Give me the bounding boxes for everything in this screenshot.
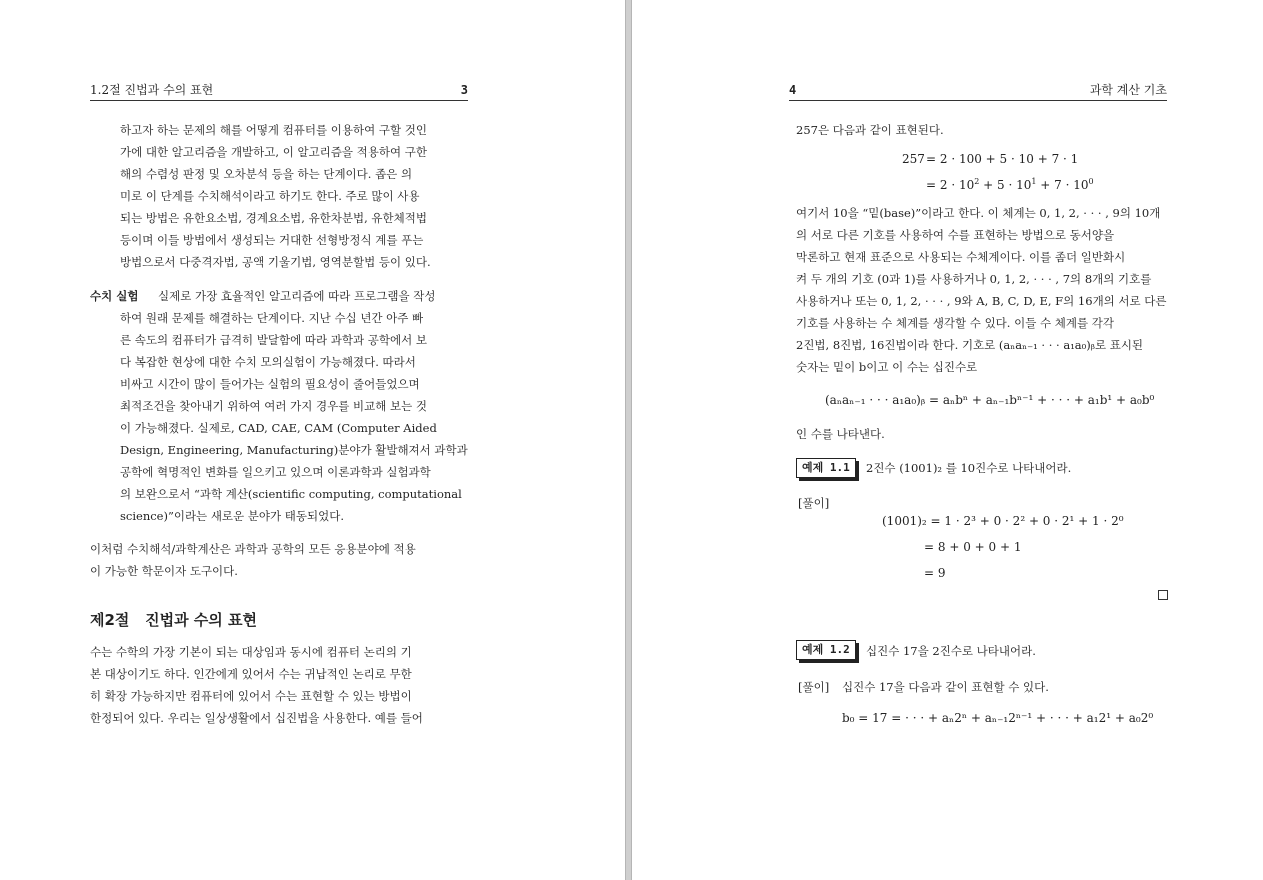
page-header [789,85,1167,101]
text-line: 기호를 사용하는 수 체계를 생각할 수 있다. 이들 수 체계를 각각 [796,316,1114,330]
header-title: 과학 계산 기초 [1089,83,1167,97]
text-line: 하고자 하는 문제의 해를 어떻게 컴퓨터를 이용하여 구할 것인 [120,123,427,137]
section-number: 제2절 [90,611,130,629]
equation-binary: b₀ = 17 = · · · + aₙ2ⁿ + aₙ₋₁2ⁿ⁻¹ + · · · + a₁2¹ + a₀2⁰ [842,711,1154,725]
text-line: 257은 다음과 같이 표현된다. [796,123,944,137]
equation-line: = 2 · 100 + 5 · 10 + 7 · 1 [926,152,1079,166]
header-title: 1.2절 진법과 수의 표현 [90,83,214,97]
example-label: 예제 1.1 [796,458,856,478]
text-line: 숫자는 밑이 b이고 이 수는 십진수로 [796,360,978,374]
text-line: 하여 원래 문제를 해결하는 단계이다. 지난 수십 년간 아주 빠 [120,311,424,325]
text-line: 되는 방법은 유한요소법, 경계요소법, 유한차분법, 유한체적법 [120,211,427,225]
page-number: 4 [789,83,797,97]
text-line: Design, Engineering, Manufacturing)분야가 활발해져서 과학과 [120,443,468,457]
text-line: 의 보완으로서 “과학 계산(scientific computing, computational [120,487,462,501]
text-line: 이 가능한 학문이자 도구이다. [90,564,238,578]
solution-label: [풀이] [798,680,830,694]
text-line: 실제로 가장 효율적인 알고리즘에 따라 프로그램을 작성 [158,289,436,303]
page-number: 3 [460,83,468,97]
section-heading [90,609,257,630]
text-line: 공학에 혁명적인 변화를 일으키고 있으며 이론과학과 실험과학 [120,465,431,479]
qed-square-icon [1158,590,1168,600]
example-label: 예제 1.2 [796,640,856,660]
text-line: 미로 이 단계를 수치해석이라고 하기도 한다. 주로 많이 사용 [120,189,420,203]
equation-lhs: 257 [902,152,925,166]
text-line: 인 수를 나타낸다. [796,427,885,441]
text-line: 해의 수렴성 판정 및 오차분석 등을 하는 단계이다. 좁은 의 [120,167,413,181]
text-line: 켜 두 개의 기호 (0과 1)를 사용하거나 0, 1, 2, · · · , 7의 8개의 기호를 [796,272,1152,286]
equation-line: = $2 \cdot 10^2 + 5 \cdot 10^1 + 7 \cdot 10^0$ [926,177,1094,192]
text-line: 한정되어 있다. 우리는 일상생활에서 십진법을 사용한다. 예를 들어 [90,711,423,725]
equation-line: (1001)₂ = 1 · 2³ + 0 · 2² + 0 · 2¹ + 1 · 2⁰ [882,514,1124,528]
text-line: science)”이라는 새로운 분야가 태동되었다. [120,509,344,523]
text-line: 여기서 10을 “밑(base)”이라고 한다. 이 체계는 0, 1, 2, · · · , 9의 10개 [796,206,1161,220]
page-divider [625,0,632,880]
page-4 [632,0,1263,880]
text-line: 수는 수학의 가장 기본이 되는 대상임과 동시에 컴퓨터 논리의 기 [90,645,412,659]
equation-line: = 8 + 0 + 0 + 1 [924,540,1022,554]
definition-term: 수치 실험 [90,289,139,303]
text-line: 등이며 이들 방법에서 생성되는 거대한 선형방정식 계를 푸는 [120,233,424,247]
text-line: 본 대상이기도 하다. 인간에게 있어서 수는 귀납적인 논리로 무한 [90,667,412,681]
text-line: 이처럼 수치해석/과학계산은 과학과 공학의 모든 응용분야에 적용 [90,542,416,556]
text-line: 다 복잡한 현상에 대한 수치 모의실험이 가능해졌다. 따라서 [120,355,416,369]
text-line: 2진법, 8진법, 16진법이라 한다. 기호로 (aₙaₙ₋₁ · · · a₁a₀)ᵦ로 표시된 [796,338,1144,352]
text-line: 히 확장 가능하지만 컴퓨터에 있어서 수는 표현할 수 있는 방법이 [90,689,412,703]
section-title: 진법과 수의 표현 [145,611,257,629]
equation-line: = 9 [924,566,946,580]
text-line: 방법으로서 다중격자법, 공액 기울기법, 영역분할법 등이 있다. [120,255,431,269]
text-line: 가에 대한 알고리즘을 개발하고, 이 알고리즘을 적용하여 구한 [120,145,427,159]
equation-general-base: (aₙaₙ₋₁ · · · a₁a₀)ᵦ = aₙbⁿ + aₙ₋₁bⁿ⁻¹ + · · · + a₁b¹ + a₀b⁰ [825,393,1155,407]
solution-label: [풀이] [798,496,830,510]
page-header [90,85,468,101]
text-line: 른 속도의 컴퓨터가 급격히 발달함에 따라 과학과 공학에서 보 [120,333,427,347]
text-line: 막론하고 현재 표준으로 사용되는 수체계이다. 이를 좀더 일반화시 [796,250,1126,264]
example-text: 십진수 17을 2진수로 나타내어라. [866,644,1036,658]
text-line: 비싸고 시간이 많이 들어가는 실험의 필요성이 줄어들었으며 [120,377,420,391]
text-line: 이 가능해졌다. 실제로, CAD, CAE, CAM (Computer Aided [120,421,437,435]
example-text: 2진수 (1001)₂ 를 10진수로 나타내어라. [866,461,1072,475]
text-line: 의 서로 다른 기호를 사용하여 수를 표현하는 방법으로 동서양을 [796,228,1115,242]
text-line: 최적조건을 찾아내기 위하여 여러 가지 경우를 비교해 보는 것 [120,399,427,413]
text-line: 사용하거나 또는 0, 1, 2, · · · , 9와 A, B, C, D, E, F의 16개의 서로 다른 [796,294,1167,308]
page-3 [0,0,625,880]
solution-text: 십진수 17을 다음과 같이 표현할 수 있다. [842,680,1049,694]
